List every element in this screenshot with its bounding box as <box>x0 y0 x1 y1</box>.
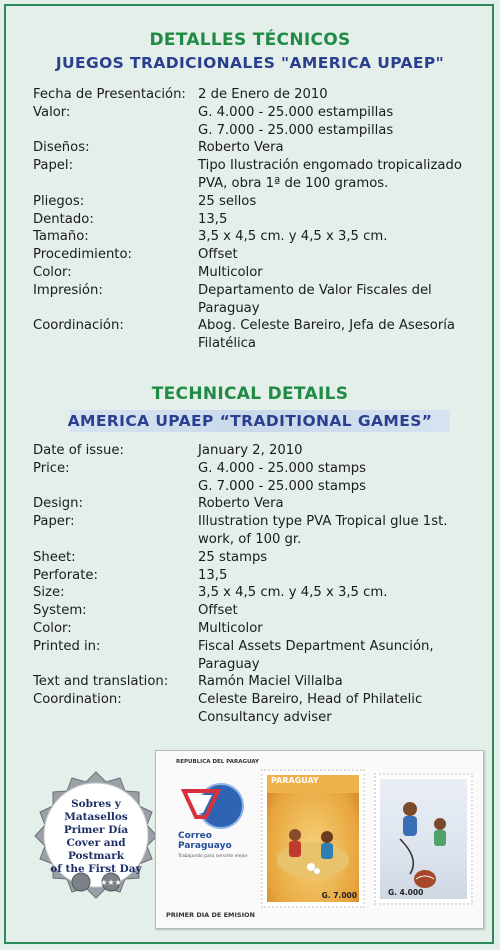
detail-label: Price: <box>33 460 70 476</box>
detail-value-line: 13,5 <box>198 211 228 227</box>
detail-value <box>198 86 473 104</box>
detail-label: Tamaño: <box>33 229 89 245</box>
detail-value-line: Departamento de Valor Fiscales del <box>198 282 432 298</box>
detail-value <box>198 513 473 549</box>
detail-label: Papel: <box>33 158 74 174</box>
detail-value <box>198 264 473 282</box>
detail-value-line: Multicolor <box>198 620 263 636</box>
detail-value-line: G. 7.000 - 25.000 estampillas <box>198 122 394 138</box>
english-subheading: AMERICA UPAEP “TRADITIONAL GAMES” <box>67 412 433 430</box>
detail-value-line: 25 sellos <box>198 193 257 209</box>
detail-label: Sheet: <box>33 549 76 565</box>
detail-value-line: 2 de Enero de 2010 <box>198 87 328 102</box>
detail-value <box>198 157 473 193</box>
spanish-subheading: JUEGOS TRADICIONALES "AMERICA UPAEP" <box>55 54 445 72</box>
detail-label: Coordinación: <box>33 318 124 334</box>
detail-value-line: Multicolor <box>198 264 263 280</box>
stamp-artwork-children-playing <box>267 775 359 902</box>
spanish-details-list <box>33 86 473 353</box>
detail-value-line: Roberto Vera <box>198 496 284 512</box>
detail-row <box>33 282 473 318</box>
detail-value-line: Celeste Bareiro, Head of Philatelic <box>198 692 423 708</box>
detail-label: Perforate: <box>33 567 98 583</box>
detail-row <box>33 602 473 620</box>
detail-value <box>198 246 473 264</box>
detail-value <box>198 673 473 691</box>
detail-value-line: Ramón Maciel Villalba <box>198 674 343 690</box>
detail-value <box>198 567 473 585</box>
detail-row <box>33 460 473 496</box>
detail-row <box>33 246 473 264</box>
detail-value-line: Paraguay <box>198 656 260 672</box>
detail-value <box>198 228 473 246</box>
logo-line: Paraguayo <box>178 841 232 851</box>
detail-value <box>198 495 473 513</box>
detail-value <box>198 211 473 229</box>
stamp-value: G. 4.000 <box>388 888 424 897</box>
detail-value <box>198 602 473 620</box>
detail-value <box>198 317 473 353</box>
stamp-artwork-spinning-top <box>380 779 467 899</box>
detail-label: Design: <box>33 496 83 512</box>
spanish-heading: DETALLES TÉCNICOS <box>149 30 351 50</box>
detail-value <box>198 691 473 727</box>
detail-value <box>198 638 473 674</box>
detail-value-line: January 2, 2010 <box>198 443 303 458</box>
detail-value <box>198 460 473 496</box>
detail-value-line: PVA, obra 1ª de 100 gramos. <box>198 175 389 191</box>
envelope-republic-label: REPUBLICA DEL PARAGUAY <box>176 759 259 765</box>
detail-row <box>33 228 473 246</box>
detail-value-line: 13,5 <box>198 567 228 583</box>
detail-row <box>33 211 473 229</box>
detail-row <box>33 104 473 140</box>
seal-line: of the First Day <box>50 863 142 875</box>
detail-value <box>198 549 473 567</box>
detail-value-line: G. 4.000 - 25.000 estampillas <box>198 104 394 120</box>
detail-value-line: Fiscal Assets Department Asunción, <box>198 638 434 654</box>
envelope-logo-text <box>178 831 232 851</box>
detail-value-line: Paraguay <box>198 300 260 316</box>
detail-row <box>33 549 473 567</box>
detail-value-line: G. 7.000 - 25.000 stamps <box>198 478 367 494</box>
english-details-list <box>33 442 473 727</box>
detail-value-line: 3,5 x 4,5 cm. y 4,5 x 3,5 cm. <box>198 585 388 601</box>
stamp-7000 <box>261 769 365 908</box>
detail-value-line: Filatélica <box>198 336 256 352</box>
stamp-country: PARAGUAY <box>271 776 319 785</box>
detail-row <box>33 584 473 602</box>
detail-label: System: <box>33 603 87 619</box>
detail-label: Dentado: <box>33 211 94 227</box>
detail-label: Valor: <box>33 104 71 120</box>
detail-label: Date of issue: <box>33 443 124 458</box>
detail-value <box>198 282 473 318</box>
detail-value <box>198 104 473 140</box>
detail-value-line: 25 stamps <box>198 549 268 565</box>
detail-value <box>198 139 473 157</box>
spinning-top-illustration-icon <box>380 779 467 899</box>
logo-line: Correo <box>178 831 212 841</box>
detail-label: Fecha de Presentación: <box>33 87 186 102</box>
detail-value-line: Illustration type PVA Tropical glue 1st. <box>198 514 448 530</box>
detail-value-line: work, of 100 gr. <box>198 531 302 547</box>
detail-label: Printed in: <box>33 638 101 654</box>
detail-row <box>33 495 473 513</box>
first-day-cover <box>155 750 484 929</box>
english-heading: TECHNICAL DETAILS <box>151 384 349 404</box>
detail-row <box>33 673 473 691</box>
detail-label: Pliegos: <box>33 193 85 209</box>
detail-value <box>198 193 473 211</box>
envelope-emision-label: PRIMER DIA DE EMISION <box>166 911 255 919</box>
detail-row <box>33 157 473 193</box>
detail-row <box>33 691 473 727</box>
svg-text:★★★: ★★★ <box>100 878 122 887</box>
seal-line: Sobres y Matasellos <box>64 798 128 823</box>
stamp-4000 <box>374 773 473 905</box>
detail-row <box>33 193 473 211</box>
detail-value-line: 3,5 x 4,5 cm. y 4,5 x 3,5 cm. <box>198 229 388 245</box>
detail-row <box>33 638 473 674</box>
stamp-value: G. 7.000 <box>321 891 357 900</box>
seal-text <box>46 798 146 876</box>
detail-value-line: G. 4.000 - 25.000 stamps <box>198 460 367 476</box>
detail-value-line: Tipo Ilustración engomado tropicalizado <box>198 158 462 174</box>
detail-label: Diseños: <box>33 140 90 156</box>
seal-line: Primer Día <box>63 824 129 836</box>
detail-row <box>33 442 473 460</box>
detail-value-line: Abog. Celeste Bareiro, Jefa de Asesoría <box>198 318 455 334</box>
detail-label: Paper: <box>33 514 75 530</box>
detail-label: Coordination: <box>33 692 122 708</box>
detail-row <box>33 567 473 585</box>
detail-value-line: Offset <box>198 603 238 619</box>
first-day-seal <box>26 770 166 920</box>
detail-label: Text and translation: <box>33 674 169 690</box>
children-game-illustration-icon <box>267 775 359 902</box>
detail-row <box>33 513 473 549</box>
detail-row <box>33 264 473 282</box>
detail-row <box>33 620 473 638</box>
detail-label: Impresión: <box>33 282 103 298</box>
detail-label: Procedimiento: <box>33 247 132 263</box>
detail-value-line: Consultancy adviser <box>198 709 332 725</box>
detail-value-line: Offset <box>198 247 238 263</box>
envelope-tagline: Trabajando para servirte mejor <box>178 854 248 859</box>
detail-value <box>198 584 473 602</box>
detail-row <box>33 317 473 353</box>
detail-value-line: Roberto Vera <box>198 140 284 156</box>
seal-line: Cover and Postmark <box>66 837 126 862</box>
detail-row <box>33 86 473 104</box>
detail-value <box>198 620 473 638</box>
detail-label: Size: <box>33 585 65 601</box>
detail-label: Color: <box>33 620 72 636</box>
detail-label: Color: <box>33 264 72 280</box>
detail-row <box>33 139 473 157</box>
detail-value <box>198 442 473 460</box>
